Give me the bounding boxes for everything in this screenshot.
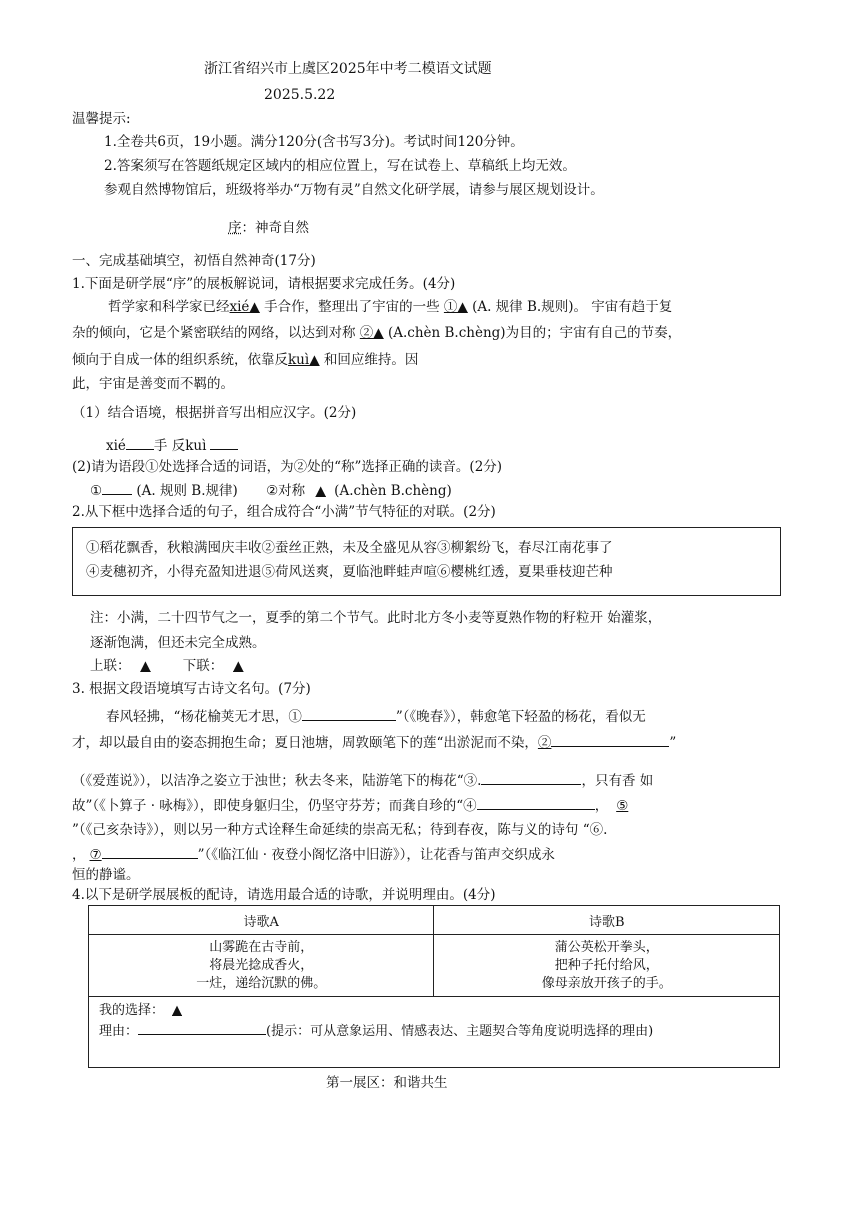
poem-a-text: 山雾跪在古寺前， 将晨光捻成香火， 一炷，递给沉默的佛。 [89,935,434,997]
q3-line1: 春风轻拂，“杨花榆荚无才思，① ”（《晚春》），韩愈笔下轻盈的杨花，看似无 [106,709,646,725]
q4-stem: 4.以下是研学展展板的配诗，请选用最合适的诗歌，并说明理由。(4分) [72,887,496,903]
exam-title: 浙江省绍兴市上虞区2025年中考二模语文试题 [204,61,492,77]
q2-stem: 2.从下框中选择合适的句子，组合成符合“小满”节气特征的对联。(2分) [72,504,496,520]
blank-q3-2[interactable] [551,733,669,747]
q1-passage-line2: 杂的倾向，它是个紧密联结的网络，以达到对称 ②▲ (A.chèn B.chèng)为目的；宇宙有自己的节奏， [72,325,682,341]
blank-q3-4[interactable] [477,796,595,810]
q1-sub2-options: ① (A. 规则 B.规律) ②对称 ▲ (A.chèn B.chèng) [90,483,452,499]
choice-blank[interactable]: ▲ [172,1003,183,1018]
q3-line3: （《爱莲说》），以洁净之姿立于浊世；秋去冬来，陆游笔下的梅花“③. ，只有香 如 [72,773,654,789]
reason-blank[interactable] [138,1021,266,1035]
q1-passage-line3: 倾向于自成一体的组织系统，依靠反kuì▲ 和回应维持。因 [72,352,419,368]
preface-subtitle: ：神奇自然 [241,220,309,236]
q1-sub1: （1）结合语境，根据拼音写出相应汉字。(2分) [72,405,357,421]
poems-table [88,905,780,1068]
poem-b-text: 蒲公英松开拳头， 把种子托付给风， 像母亲放开孩子的手。 [434,935,780,997]
choice-line: 我的选择： ▲ [99,1001,769,1021]
answer-blank-2[interactable]: ▲ [315,483,326,499]
couplet-options-line1: ①稻花飘香，秋粮满囤庆丰收②蚕丝正熟，未及全盛见从容③柳絮纷飞，春尽江南花事了 [86,540,613,556]
reason-line: 理由： (提示：可从意象运用、情感表达、主题契合等角度说明选择的理由) [99,1021,769,1042]
poem-b-title: 诗歌B [434,906,780,935]
section-preface-title [228,219,309,237]
exam-date: 2025.5.22 [264,87,336,103]
q1-stem: 1.下面是研学展“序”的展板解说词，请根据要求完成任务。(4分) [72,276,456,292]
blank-1: ①▲ [443,299,468,315]
q3-line2: 才，却以最自由的姿态拥抱生命；夏日池塘，周敦颐笔下的莲“出淤泥而不染，② ” [72,735,677,751]
blank-2: ②▲ [359,325,384,341]
q1-sub1-answers: xié 手 反kuì [106,436,238,455]
answer-blank-kui[interactable] [210,436,238,450]
choice-cell [89,997,780,1068]
lower-couplet-blank[interactable]: ▲ [233,658,244,674]
q3-stem: 3. 根据文段语境填写古诗文名句。(7分) [72,681,311,697]
answer-blank-1[interactable] [102,481,132,495]
q1-passage-line4: 此，宇宙是善变而不羁的。 [72,376,234,392]
blank-q3-3[interactable] [481,771,581,785]
q3-line5: ”（《己亥杂诗》），则以另一种方式诠释生命延续的崇高无私；待到春夜，陈与义的诗句 “⑥. [72,822,608,838]
preface-mark: 序 [228,220,242,236]
section-first-title: 第一展区：和谐共生 [326,1075,448,1091]
q1-sub2: (2)请为语段①处选择合适的词语，为②处的“称”选择正确的读音。(2分) [72,459,503,475]
poem-a-title: 诗歌A [89,906,434,935]
blank-q3-7[interactable] [102,845,198,859]
answer-blank-xie[interactable] [126,436,154,450]
q3-line4: 故”（《卜算子 · 咏梅》），即使身躯归尘，仍坚守芬芳；而龚自珍的“④ ， ⑤ [72,798,629,814]
blank-q3-1[interactable] [302,707,396,721]
blank-xie: xié▲ [229,299,260,315]
tips-line-1: 1.全卷共6页，19小题。满分120分(含书写3分)。考试时间120分钟。 [104,134,524,150]
tips-line-2: 2.答案须写在答题纸规定区域内的相应位置上，写在试卷上、草稿纸上均无效。 [104,158,576,174]
q2-note-line1: 注：小满，二十四节气之一，夏季的第二个节气。此时北方冬小麦等夏熟作物的籽粒开 始灌浆， [90,610,662,626]
couplet-options-line2: ④麦穗初齐，小得充盈知进退⑤荷风送爽，夏临池畔蛙声喧⑥樱桃红透，夏果垂枝迎芒种 [86,564,613,580]
part1-heading: 一、完成基础填空，初悟自然神奇(17分) [72,253,316,269]
tips-intro: 参观自然博物馆后，班级将举办“万物有灵”自然文化研学展，请参与展区规划设计。 [104,182,604,198]
tips-heading: 温馨提示: [72,111,131,127]
q3-line6: ， ⑦ ”（《临江仙 · 夜登小阁忆洛中旧游》），让花香与笛声交织成永 [72,847,555,863]
q2-note-line2: 逐渐饱满，但还未完全成熟。 [90,635,266,651]
blank-kui: kuì▲ [288,352,320,368]
q2-answers: 上联： ▲ 下联： ▲ [90,657,253,675]
upper-couplet-blank[interactable]: ▲ [140,658,151,674]
couplet-options-box [72,527,781,596]
q1-passage-line1: 哲学家和科学家已经xié▲ 手合作，整理出了宇宙的一些 ①▲ (A. 规律 B.规则)。 宇宙有趋于复 [108,299,673,315]
q3-line7: 恒的静谧。 [72,867,140,883]
